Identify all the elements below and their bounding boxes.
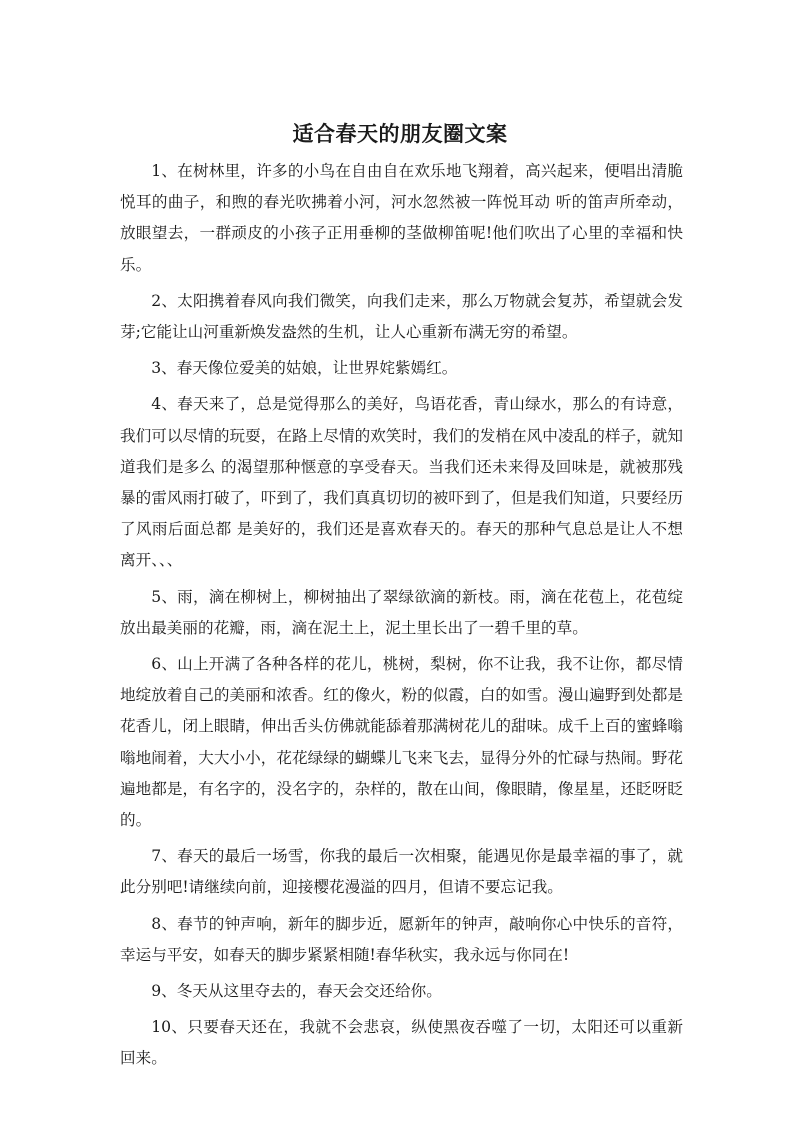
- paragraph-7: 7、春天的最后一场雪，你我的最后一次相聚，能遇见你是最幸福的事了，就此分别吧!请继续向前，迎接樱花漫溢的四月，但请不要忘记我。: [120, 847, 683, 897]
- paragraph-4: 4、春天来了，总是觉得那么的美好，鸟语花香，青山绿水，那么的有诗意，我们可以尽情的玩耍，在路上尽情的欢笑时，我们的发梢在风中凌乱的样子，就知道我们是多么 的渴望那种惬意的享受春天。当我们还未来得及回味是，就被那残暴的雷风雨打破了，吓到了，我们真真切切的被吓到了，但是我们知道，只要经历了风雨后面总都 是美好的，我们还是喜欢春天的。春天的那种气息总是让人不想离开、、、: [120, 395, 683, 570]
- paragraph-10: 10、只要春天还在，我就不会悲哀，纵使黑夜吞噬了一切，太阳还可以重新回来。: [120, 1018, 683, 1068]
- document-body: [120, 156, 683, 1080]
- paragraph-3: 3、春天像位爱美的姑娘，让世界姹紫嫣红。: [151, 359, 458, 378]
- paragraph-9: 9、冬天从这里夺去的，春天会交还给你。: [151, 982, 442, 1001]
- paragraph-8: 8、春节的钟声响，新年的脚步近，愿新年的钟声，敲响你心中快乐的音符，幸运与平安，如春天的脚步紧紧相随!春华秋实，我永远与你同在!: [120, 914, 683, 964]
- paragraph-2: 2、太阳携着春风向我们微笑，向我们走来，那么万物就会复苏，希望就会发芽;它能让山河重新焕发盎然的生机，让人心重新布满无穷的希望。: [120, 291, 683, 342]
- document-title: 适合春天的朋友圈文案: [292, 122, 508, 146]
- paragraph-1: 1、在树林里，许多的小鸟在自由自在欢乐地飞翔着，高兴起来，便唱出清脆悦耳的曲子，和煦的春光吹拂着小河，河水忽然被一阵悦耳动 听的笛声所牵动，放眼望去，一群顽皮的小孩子正用垂柳的茎做柳笛呢!他们吹出了心里的幸福和快乐。: [120, 162, 683, 274]
- paragraph-5: 5、雨，滴在柳树上，柳树抽出了翠绿欲滴的新枝。雨，滴在花苞上，花苞绽放出最美丽的花瓣，雨，滴在泥土上，泥土里长出了一碧千里的草。: [120, 587, 683, 637]
- paragraph-6: 6、山上开满了各种各样的花儿，桃树，梨树，你不让我，我不让你，都尽情地绽放着自己的美丽和浓香。红的像火，粉的似霞，白的如雪。漫山遍野到处都是花香儿，闭上眼睛，伸出舌头仿佛就能舔着那满树花儿的甜味。成千上百的蜜蜂嗡嗡地闹着，大大小小，花花绿绿的蝴蝶儿飞来飞去，显得分外的忙碌与热闹。野花遍地都是，有名字的，没名字的，杂样的，散在山间，像眼睛，像星星，还眨呀眨的。: [120, 655, 683, 830]
